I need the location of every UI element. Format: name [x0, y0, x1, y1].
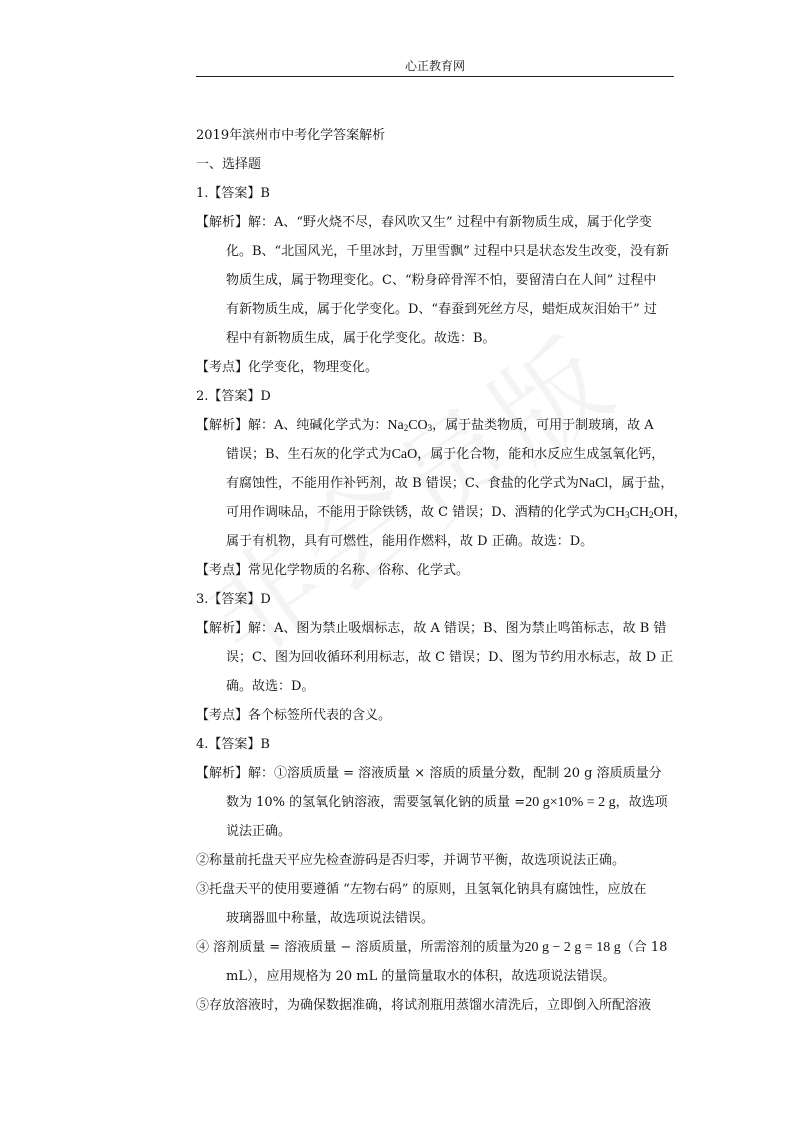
q1-analysis-line: 有新物质生成，属于化学变化。D、“春蚕到死丝方尽，蜡炬成灰泪始干” 过 — [226, 302, 657, 317]
q4-analysis-line: 【解析】解：①溶质质量 = 溶液质量 × 溶质的质量分数，配制 20 g 溶质质量分 — [196, 766, 662, 781]
q4-point-3: ③托盘天平的使用要遵循 “左物右码” 的原则，且氢氧化钠具有腐蚀性，应放在 — [196, 882, 647, 897]
q3-kaodian: 【考点】各个标签所代表的含义。 — [196, 708, 392, 723]
q2-text: 错误；B、生石灰的化学式为 — [226, 447, 392, 462]
q2-text: ， — [673, 505, 687, 520]
q2-analysis-line: 属于有机物，具有可燃性，能用作燃料，故 D 正确。故选：D。 — [226, 534, 594, 549]
q2-text: 【解析】解：A、纯碱化学式为： — [196, 418, 388, 433]
q2-text: ，属于盐类物质，可用于制玻璃，故 A — [432, 418, 654, 433]
q2-kaodian: 【考点】常见化学物质的名称、俗称、化学式。 — [196, 563, 470, 578]
formula-na2co3: $Na_2CO_3$ — [387, 418, 433, 433]
q1-analysis-line: 【解析】解：A、“野火烧不尽，春风吹又生” 过程中有新物质生成，属于化学变 — [196, 215, 652, 230]
q4-analysis-line — [196, 791, 680, 820]
q4-point-2: ②称量前托盘天平应先检查游码是否归零，并调节平衡，故选项说法正确。 — [196, 853, 626, 868]
q4-text: 数为 10% 的氢氧化钠溶液，需要氢氧化钠的质量 = — [226, 795, 526, 810]
q1-kaodian: 【考点】化学变化，物理变化。 — [196, 360, 379, 375]
q3-analysis-line: 【解析】解：A、图为禁止吸烟标志，故 A 错误；B、图为禁止鸣笛标志，故 B 错 — [196, 621, 667, 636]
q4-answer: 4.【答案】B — [196, 737, 270, 752]
q2-answer: 2.【答案】D — [196, 389, 271, 404]
q4-point-4-cont: mL），应用规格为 20 mL 的量筒量取水的体积，故选项说法错误。 — [226, 969, 616, 984]
q2-text: ，属于化合物，能和水反应生成氢氧化钙， — [417, 447, 665, 462]
q1-answer: 1.【答案】B — [196, 186, 270, 201]
formula-mass: 20 g×10% = 2 g — [525, 795, 616, 810]
q4-point-3-cont: 玻璃器皿中称量，故选项说法错误。 — [226, 911, 435, 926]
formula-cao: CaO — [391, 447, 418, 462]
formula-nacl: NaCl — [578, 476, 609, 491]
q2-analysis-line — [196, 414, 680, 443]
q4-analysis-line: 说法正确。 — [226, 824, 292, 839]
q2-analysis-line — [196, 501, 687, 530]
q1-analysis-line: 物质生成，属于物理变化。C、“粉身碎骨浑不怕，要留清白在人间” 过程中 — [226, 273, 657, 288]
q3-answer: 3.【答案】D — [196, 592, 271, 607]
q4-text: ，故选项 — [615, 795, 668, 810]
q2-text: 有腐蚀性，不能用作补钙剂，故 B 错误；C、食盐的化学式为 — [226, 476, 579, 491]
q2-text: ，属于盐， — [608, 476, 674, 491]
q3-analysis-line: 误；C、图为回收循环利用标志，故 C 错误；D、图为节约用水标志，故 D 正 — [226, 650, 674, 665]
q2-text: 可用作调味品，不能用于除铁锈，故 C 错误；D、酒精的化学式为 — [226, 505, 606, 520]
section-heading: 一、选择题 — [196, 157, 262, 172]
formula-ethanol: $CH_3CH_2OH$ — [605, 505, 674, 520]
q2-analysis-line — [196, 472, 680, 501]
q4-point-5: ⑤存放溶液时，为确保数据准确，将试剂瓶用蒸馏水清洗后，立即倒入所配溶液 — [196, 998, 652, 1013]
q4-text: ④ 溶剂质量 = 溶液质量 − 溶质质量，所需溶剂的质量为 — [196, 940, 525, 955]
q4-point-4 — [196, 936, 680, 965]
q1-analysis-line: 程中有新物质生成，属于化学变化。故选：B。 — [226, 331, 496, 346]
page-header — [196, 58, 674, 77]
doc-title: 2019年滨州市中考化学答案解析 — [196, 128, 386, 143]
q3-analysis-line: 确。故选：D。 — [226, 679, 315, 694]
q1-analysis-line: 化。B、“北国风光，千里冰封，万里雪飘” 过程中只是状态发生改变，没有新 — [226, 244, 669, 259]
document-body — [196, 124, 687, 1023]
site-name: 心正教育网 — [404, 59, 465, 73]
formula-solvent: 20 g − 2 g = 18 g — [524, 940, 621, 955]
q4-text: （合 18 — [620, 940, 668, 955]
q2-analysis-line — [196, 443, 680, 472]
